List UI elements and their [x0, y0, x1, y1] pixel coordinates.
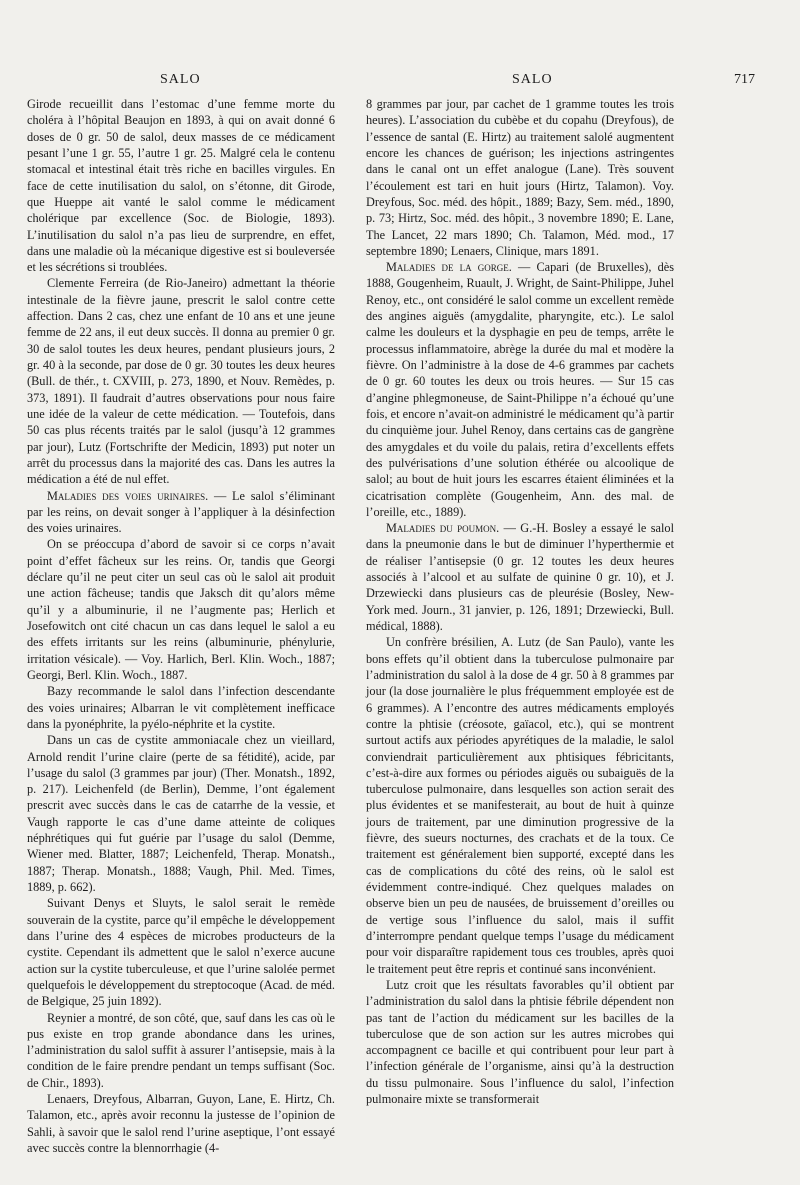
paragraph: On se préoccupa d’abord de savoir si ce corps n’avait point d’effet fâcheux sur les reins. Or, tandis que Georgi déclare qu’il ne peut citer un seul cas où le salol ait produit une action fâcheuse; tandis que Jaksch dit qu’alors même qu’il y a albuminurie, il ne l’augmente pas; Herlich et Josefowitch ont cité chacun un cas dans lequel le salol a eu des effets irritants sur les reins (albuminurie, phénylurie, irritation vésicale). — Voy. Harlich, Berl. Klin. Woch., 1887; Georgi, Berl. Klin. Woch., 1887. [27, 537, 335, 682]
running-head-right: SALO [512, 72, 553, 87]
paragraph: Girode recueillit dans l’estomac d’une femme morte du choléra à l’hôpital Beaujon en 1893, à qui on avait donné 6 doses de 0 gr. 50 de salol, deux masses de ce médicament pesant l’une 1 gr. 55, l’autre 1 gr. 25. Malgré cela le contenu stomacal et intestinal était très riche en bacilles virgules. En face de cette inutilisation du salol, on s’étonne, dit Girode, que Hueppe ait vanté le salol comme le médicament cholérique par excellence (Soc. de Biologie, 1893). L’inutilisation du salol n’a pas lieu de surprendre, en effet, dans une maladie où la mécanique digestive est si bouleversée et les sécrétions si troublées. [27, 97, 335, 275]
paragraph: 8 grammes par jour, par cachet de 1 gramme toutes les trois heures). L’association du cubèbe et du copahu (Dreyfous), de l’essence de santal (E. Hirtz) au traitement salolé augmentent encore les chances de guérison; les injections astringentes dans le canal ont un effet analogue (Lane). Très souvent l’écoulement est tari en huit jours (Hirtz, Talamon). Voy. Dreyfous, Soc. méd. des hôpit., 1889; Bazy, Sem. méd., 1890, p. 73; Hirtz, Soc. méd. des hôpit., 3 novembre 1890; E. Lane, The Lancet, 22 mars 1890; Ch. Talamon, Méd. mod., 17 septembre 1890; Lenaers, Clinique, mars 1891. [366, 97, 674, 258]
section-heading: Maladies des voies urinaires. [47, 488, 209, 503]
right-column [366, 96, 674, 1107]
paragraph: Maladies du poumon. — G.-H. Bosley a essayé le salol dans la pneumonie dans le but de diminuer l’hyperthermie et de réaliser l’antisepsie (0 gr. 12 toutes les deux heures associés à l’alcool et au sulfate de quinine 0 gr. 10), et J. Drzewiecki dans plusieurs cas de pleurésie (Bosley, New-York med. Journ., 31 janvier, p. 126, 1891; Drzewiecki, Bull. médical, 1888). [366, 521, 674, 633]
paragraph: Dans un cas de cystite ammoniacale chez un vieillard, Arnold rendit l’urine claire (perte de sa fétidité), acide, par l’usage du salol (3 grammes par jour) (Ther. Monatsh., 1892, p. 217). Leichenfeld (de Berlin), Demme, l’ont également prescrit avec succès dans le cas de catarrhe de la vessie, et Vaugh rapporte le cas d’une dame atteinte de coliques néphrétiques qui fut guérie par l’usage du salol (Demme, Wiener med. Blatter, 1887; Leichenfeld, Therap. Monatsh., 1887; Therap. Monatsh., 1888; Vaugh, Phil. Med. Times, 1889, p. 662). [27, 733, 335, 894]
page-number: 717 [734, 72, 755, 87]
left-column [27, 96, 335, 1156]
paragraph: Bazy recommande le salol dans l’infection descendante des voies urinaires; Albarran le vit complètement inefficace dans la pyonéphrite, la pyélo-néphrite et la cystite. [27, 684, 335, 731]
paragraph: Un confrère brésilien, A. Lutz (de San Paulo), vante les bons effets qu’il obtient dans la tuberculose pulmonaire par l’administration du salol à la dose de 4 gr. 50 à 8 grammes par jour (la dose journalière le plus fréquemment employée est de 6 grammes). A l’encontre des autres médicaments employés contre la phtisie (créosote, gaïacol, etc.), qui se montrent surtout actifs aux périodes apyrétiques de la maladie, le salol conviendrait particulièrement aux phtisiques fébricitants, c’est-à-dire aux formes ou périodes aiguës ou subaiguës de la tuberculose pulmonaire, dans lesquelles son action serait des plus évidentes et se manifesterait, au bout de huit à quinze jours de traitement, par une diminution progressive de la fièvre, des sueurs nocturnes, des crachats et de la toux. Ce traitement est généralement bien supporté, excepté dans les cas de complications du côté des reins, où le salol est évidemment contre-indiqué. Chez quelques malades on observe bien un peu de nausées, de bruissement d’oreilles ou de vertige sous l’influence du salol, mais il suffit d’interrompre pendant quelque temps l’usage du médicament pour voir disparaître rapidement tous ces troubles, après quoi le traitement peut être repris et continué sans inconvénient. [366, 635, 674, 976]
paragraph: Clemente Ferreira (de Rio-Janeiro) admettant la théorie intestinale de la fièvre jaune, prescrit le salol contre cette affection. Dans 2 cas, chez une enfant de 10 ans et une jeune femme de 22 ans, il eut deux succès. Il donna au premier 0 gr. 30 de salol toutes les deux heures, pendant plusieurs jours, 2 gr. 40 à la seconde, par dose de 0 gr. 30 toutes les deux heures (Bull. de thér., t. CXVIII, p. 273, 1890, et Nouv. Remèdes, p. 373, 1891). Il faudrait d’autres observations pour nous faire une idée de la valeur de cette médication. — Toutefois, dans 50 cas plus récents traités par le salol (jusqu’à 12 grammes par jour), Lutz (Fortschrifte der Medicin, 1893) put noter un arrêt du processus dans la majorité des cas. Dans les autres la médication a été de nul effet. [27, 276, 335, 487]
paragraph: Suivant Denys et Sluyts, le salol serait le remède souverain de la cystite, parce qu’il empêche le développement dans l’urine des 4 espèces de microbes producteurs de la cystite. Cependant ils admettent que le salol n’exerce aucune action sur la cystite tuberculeuse, et que l’urine salolée permet quelquefois le développement du streptocoque (Acad. de méd. de Belgique, 25 juin 1892). [27, 896, 335, 1009]
running-head-left: SALO [160, 72, 201, 87]
section-heading: Maladies du poumon. [386, 521, 500, 536]
paragraph: Maladies de la gorge. — Capari (de Bruxelles), dès 1888, Gougenheim, Ruault, J. Wright, de Saint-Philippe, Juhel Renoy, etc., ont considéré le salol comme un excellent remède des angines aiguës (amygdalite, pharyngite, etc.). Le salol calme les douleurs et la dysphagie en peu de temps, arrête le processus inflammatoire, abrège la durée du mal et modère la fièvre. On l’administre à la dose de 4-6 grammes par cachets de 0 gr. 60 toutes les deux ou trois heures. — Sur 15 cas d’angine phlegmoneuse, de Saint-Philippe n’a échoué qu’une fois, et encore n’avait-on administré le médicament qu’à partir du cinquième jour. Juhel Renoy, dans certains cas de gangrène des amygdales et du voile du palais, retira d’excellents effets des pulvérisations d’une solution éthérée ou alcoolique de salol; au bout de huit jours les escarres étaient éliminées et la cicatrisation complète (Gougenheim, Ann. des mal. de l’oreille, etc., 1889). [366, 260, 674, 519]
paragraph: Lenaers, Dreyfous, Albarran, Guyon, Lane, E. Hirtz, Ch. Talamon, etc., après avoir reconnu la justesse de l’opinion de Sahli, à savoir que le salol rend l’urine aseptique, l’ont essayé avec succès contre la blennorrhagie (4- [27, 1092, 335, 1155]
section-heading: Maladies de la gorge. [386, 260, 512, 275]
paragraph: Reynier a montré, de son côté, que, sauf dans les cas où le pus existe en trop grande abondance dans les urines, l’administration du salol suffit à assurer l’antisepsie, mais à la condition de le faire prendre pendant un temps suffisant (Soc. de Chir., 1893). [27, 1010, 335, 1090]
paragraph: Lutz croit que les résultats favorables qu’il obtient par l’administration du salol dans la phtisie fébrile dépendent non pas tant de l’action du médicament sur les bacilles de la tuberculose que de son action sur les autres microbes qui accompagnent ce bacille et qui contribuent pour leur part à l’infection générale de l’organisme, ainsi qu’à la destruction du tissu pulmonaire. Sous l’influence du salol, l’infection pulmonaire mixte se transformerait [366, 977, 674, 1107]
paragraph: Maladies des voies urinaires. — Le salol s’éliminant par les reins, on devait songer à l’appliquer à la désinfection des voies urinaires. [27, 488, 335, 536]
